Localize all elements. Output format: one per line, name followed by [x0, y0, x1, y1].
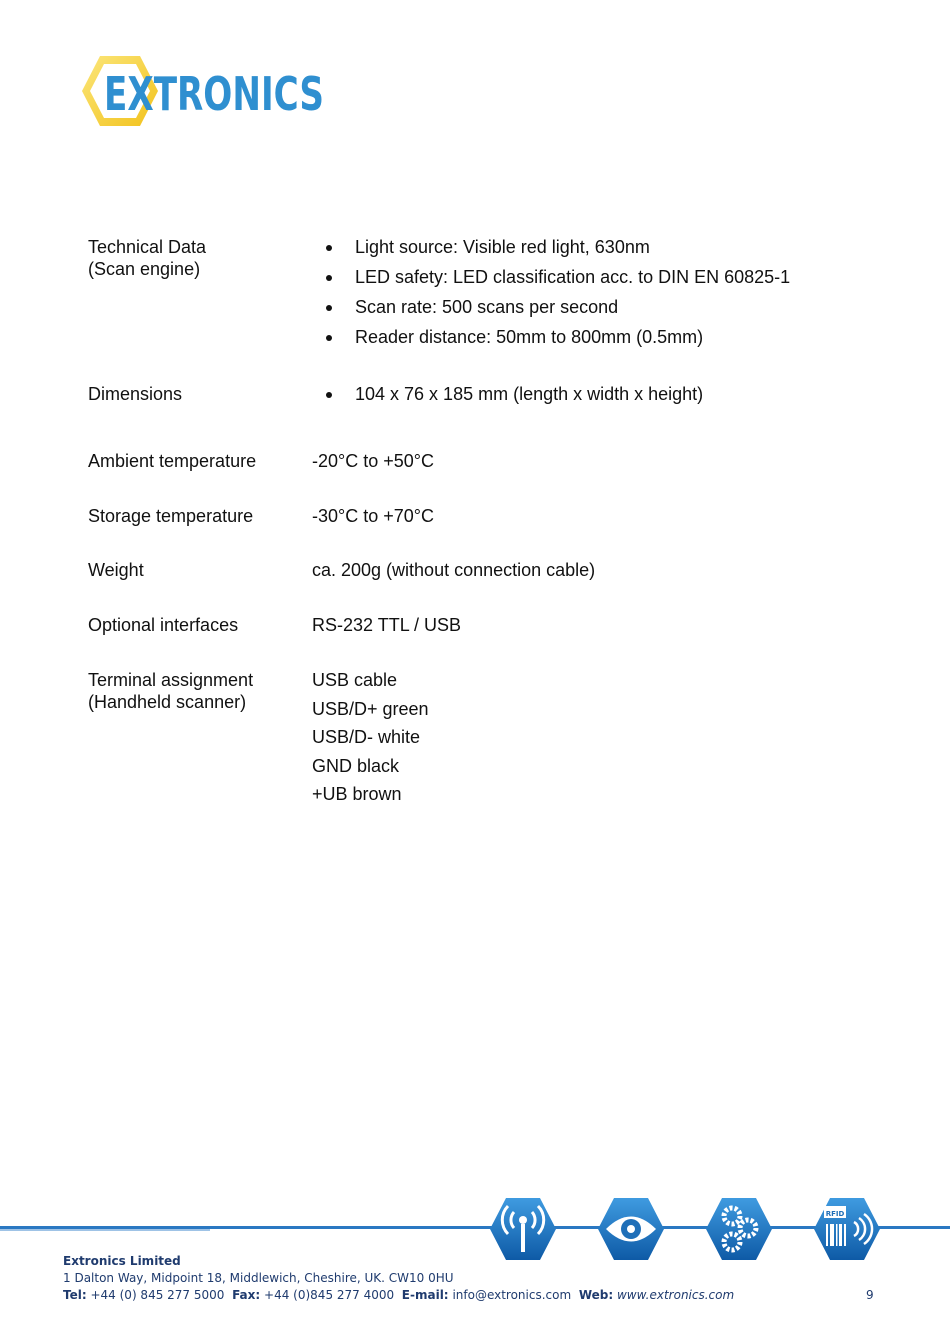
spec-label: Storage temperature: [88, 506, 254, 526]
spec-label: Dimensions: [88, 384, 183, 404]
spec-label-line: (Scan engine): [88, 259, 201, 279]
spec-label: Weight: [88, 560, 144, 580]
spec-label: Optional interfaces: [88, 615, 239, 635]
spec-label: Ambient temperature: [88, 451, 257, 471]
bullet-item: Scan rate: 500 scans per second: [326, 296, 866, 326]
spec-value: -30°C to +70°C: [312, 506, 434, 526]
email-link[interactable]: info@extronics.com: [452, 1288, 572, 1302]
spec-label: [88, 236, 303, 280]
bullet-list: [326, 383, 866, 413]
spec-label-line: Terminal assignment: [88, 670, 254, 690]
extronics-logo: [80, 52, 330, 130]
footer-company-name: Extronics Limited: [63, 1254, 181, 1268]
eye-icon: [598, 1198, 664, 1260]
spec-label-line: Technical Data: [88, 237, 207, 257]
spec-value: -20°C to +50°C: [312, 451, 434, 471]
web-link[interactable]: www.extronics.com: [616, 1288, 735, 1302]
rfid-label: RFID: [825, 1210, 845, 1218]
wireless-tower-icon: [490, 1198, 556, 1260]
fax-label: Fax:: [232, 1288, 261, 1302]
footer-address: 1 Dalton Way, Midpoint 18, Middlewich, Cheshire, UK. CW10 0HU: [63, 1271, 454, 1285]
bullet-item: Reader distance: 50mm to 800mm (0.5mm): [326, 326, 866, 356]
footer-contact: [63, 1288, 734, 1302]
page-number: 9: [866, 1288, 874, 1302]
tel-label: Tel:: [63, 1288, 87, 1302]
tel-value: +44 (0) 845 277 5000: [90, 1288, 225, 1302]
web-label: Web:: [578, 1288, 614, 1302]
bullet-item: 104 x 76 x 185 mm (length x width x height): [326, 383, 866, 413]
bullet-list: [326, 236, 866, 356]
bullet-item: Light source: Visible red light, 630nm: [326, 236, 866, 266]
spec-value-list: [312, 669, 872, 812]
terminal-line: USB cable: [312, 670, 398, 690]
rfid-barcode-icon: [814, 1198, 880, 1260]
terminal-line: +UB brown: [312, 784, 402, 804]
spec-value: ca. 200g (without connection cable): [312, 560, 596, 580]
fax-value: +44 (0)845 277 4000: [264, 1288, 395, 1302]
spec-label-line: (Handheld scanner): [88, 692, 247, 712]
terminal-line: USB/D+ green: [312, 698, 429, 719]
gears-icon: [706, 1198, 772, 1260]
bullet-item: LED safety: LED classification acc. to DIN EN 60825-1: [326, 266, 866, 296]
spec-value: RS-232 TTL / USB: [312, 615, 462, 635]
email-label: E-mail:: [401, 1288, 449, 1302]
terminal-line: GND black: [312, 755, 400, 776]
spec-label: [88, 669, 303, 713]
terminal-line: USB/D- white: [312, 727, 421, 747]
logo-text: EXTRONICS: [104, 67, 324, 121]
footer-icon-strip: [490, 1194, 890, 1264]
